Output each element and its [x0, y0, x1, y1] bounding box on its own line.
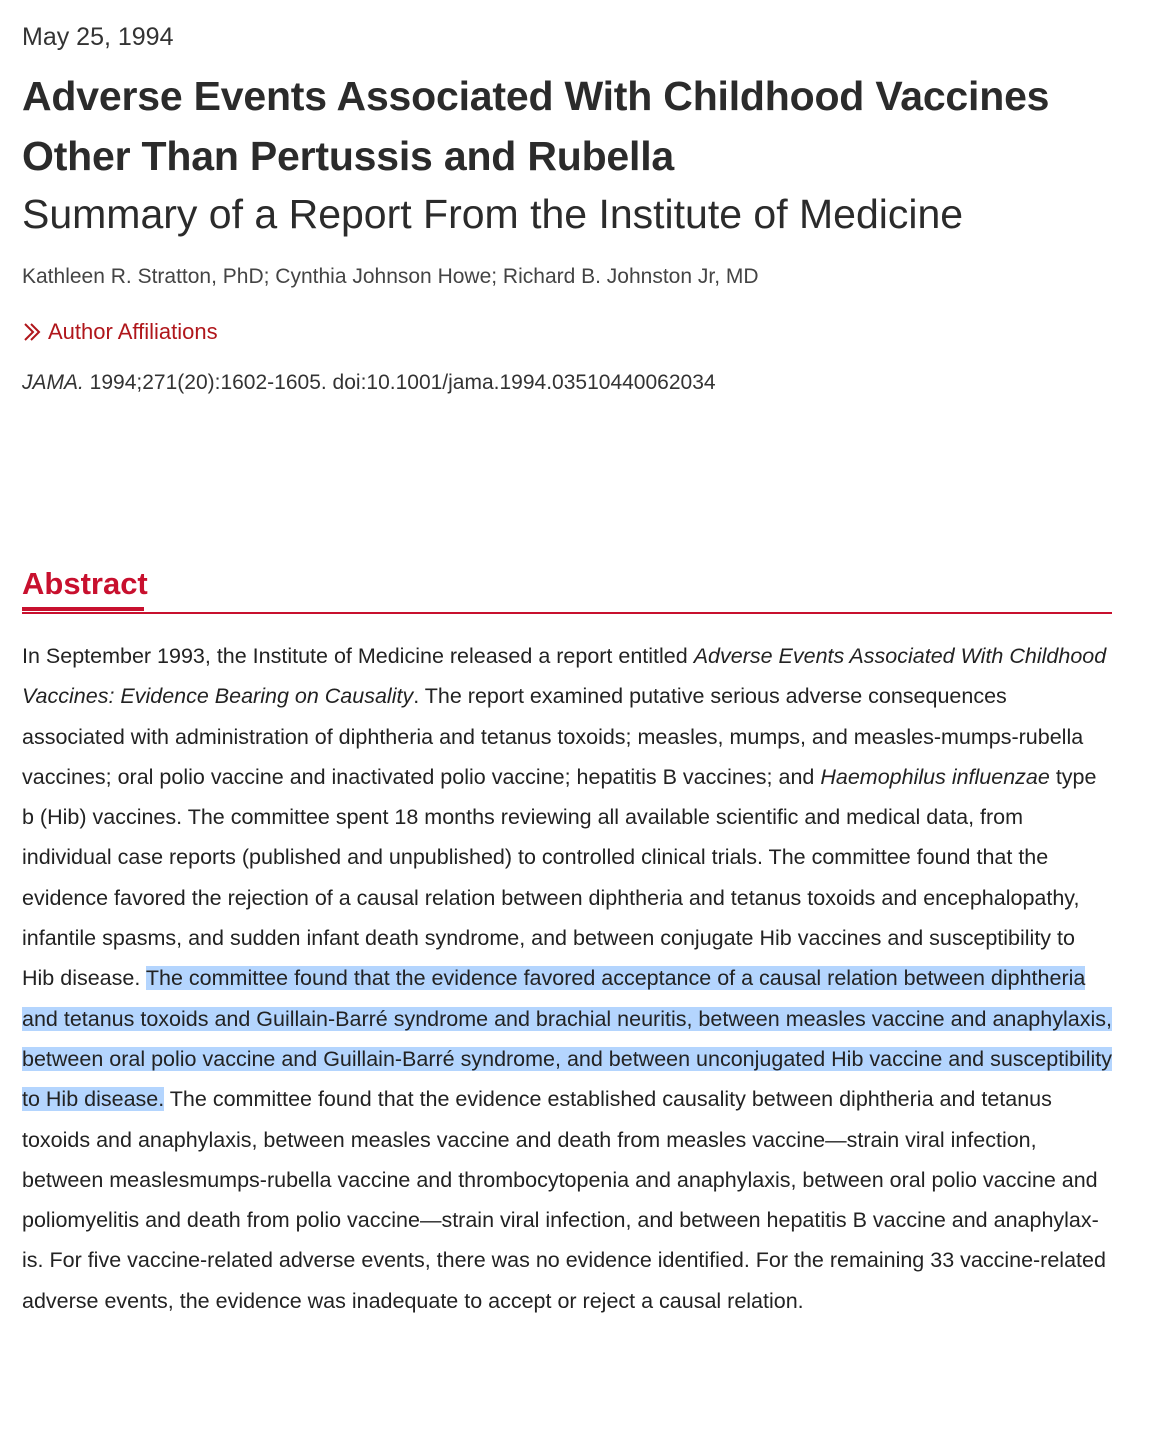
abstract-text: [22, 636, 1112, 1321]
abstract-heading: Abstract: [22, 566, 148, 601]
citation: [22, 368, 716, 398]
journal-name: JAMA.: [22, 371, 84, 394]
author-list: Kathleen R. Stratton, PhD; Cynthia Johnson Howe; Richard B. Johnston Jr, MD: [22, 265, 759, 288]
abstract-segment: The committee found that the evidence established causality between diphtheria and tetanus toxoids and anaphylaxis, between measles vaccine and death from measles vaccine—strain viral infection, between measlesmumps-rubella vaccine and thrombocytopenia and anaphylaxis, between oral polio vaccine and poliomyelitis and death from polio vaccine—strain viral infection, and between hepatitis B vaccine and anaphylaxis. For five vaccine-related adverse events, there was no evidence identified. For the remaining 33 vaccine-related adverse events, the evidence was inadequate to accept or reject a causal relation.: [22, 1087, 1106, 1313]
publication-date: May 25, 1994: [22, 23, 174, 51]
abstract-segment: type b (Hib) vaccines. The committee spent 18 months reviewing all available scientific and medical data, from individual case reports (published and unpublished) to controlled clinical trials. The committee found that the evidence favored the rejection of a causal relation between diphtheria and tetanus toxoids and encephalopathy, infantile spasms, and sudden infant death syndrome, and between conjugate Hib vaccines and susceptibility to Hib disease.: [22, 764, 1097, 991]
abstract-divider: [22, 612, 1112, 614]
article-subtitle: Summary of a Report From the Institute of Medicine: [22, 191, 964, 237]
report-title-italic: Adverse Events Associated With Childhood Vaccines: Evidence Bearing on Causality: [22, 644, 1107, 709]
article-title: Adverse Events Associated With Childhood Vaccines Other Than Pertussis and Rubella: [22, 73, 1050, 179]
author-affiliations-label: Author Affiliations: [48, 319, 218, 344]
citation-details[interactable]: 1994;271(20):1602-1605. doi:10.1001/jama.1994.03510440062034: [83, 371, 716, 394]
author-affiliations-link[interactable]: [22, 317, 218, 347]
abstract-heading-underline: [22, 607, 144, 611]
chevron-right-double-icon: [22, 320, 42, 344]
selected-text-highlight[interactable]: The committee found that the evidence favored acceptance of a causal relation between diphtheria and tetanus toxoids and Guillain-Barré syndrome and brachial neuritis, between measles vaccine and anaphylaxis, between oral polio vaccine and Guillain-Barré syndrome, and between unconjugated Hib vaccine and susceptibility to Hib disease.: [22, 966, 1112, 1112]
abstract-segment: In September 1993, the Institute of Medicine released a report entitled: [22, 644, 694, 668]
abstract-segment: . The report examined putative serious adverse consequences associated with administration of diphtheria and tetanus toxoids; measles, mumps, and measles-mumps-rubella vaccines; oral polio vaccine and inactivated polio vaccine; hepatitis B vaccines; and: [22, 684, 1084, 789]
organism-name-italic: Haemophilus influenzae: [820, 764, 1050, 789]
